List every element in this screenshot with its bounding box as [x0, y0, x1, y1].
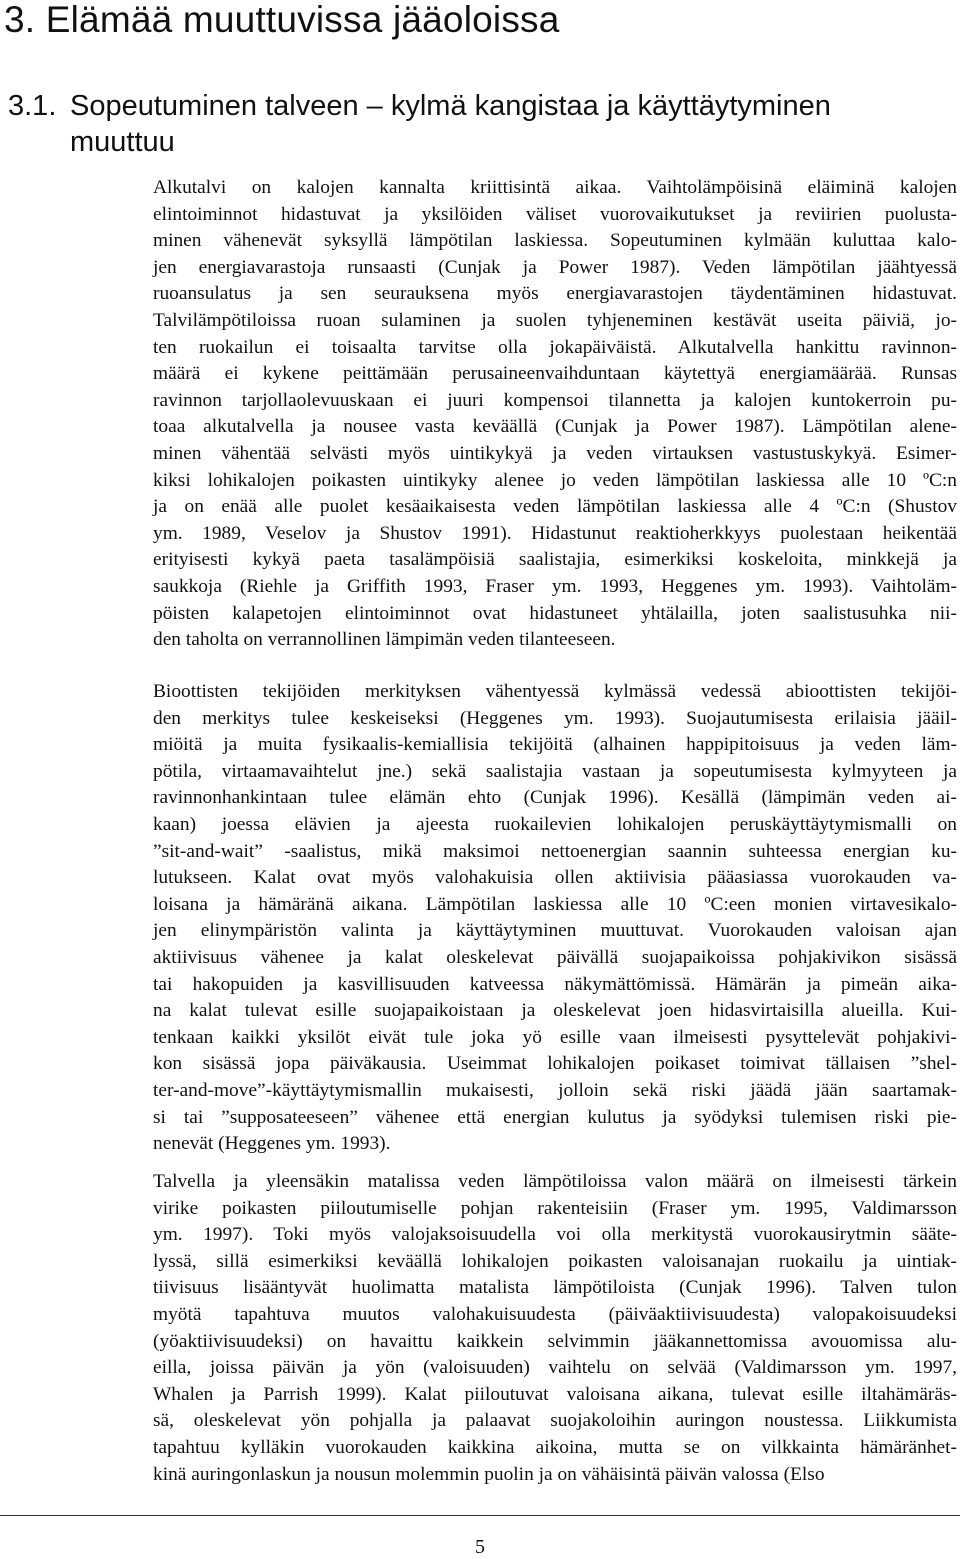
- text-line: virike poikasten piiloutumiselle pohjan rakenteisiin (Fraser ym. 1995, Valdimarsson: [153, 1197, 957, 1219]
- footer-divider: [0, 1515, 960, 1516]
- text-line: kiksi lohikalojen poikasten uintikyky alenee jo veden lämpötilan laskiessa alle 10 ºC:n: [153, 469, 957, 491]
- text-line: minen vähentää selvästi myös uintikykyä ja veden virtauksen vastustuskykyä. Esimer-: [153, 442, 957, 464]
- text-line: den merkitys tulee keskeiseksi (Heggenes ym. 1993). Suojautumisesta erilaisia jääil-: [153, 707, 957, 729]
- text-line: minen vähenevät syksyllä lämpötilan laskiessa. Sopeutuminen kylmään kuluttaa kalo-: [153, 230, 957, 252]
- subsection-heading: [8, 88, 908, 160]
- paragraph-3: [153, 1169, 957, 1488]
- text-line: aktiivisuus vähenee ja kalat oleskelevat päivällä suojapaikoissa pohjakivikon sisässä: [153, 946, 957, 968]
- text-line: loisana ja hämäränä aikana. Lämpötilan laskiessa alle 10 ºC:een monien virtavesikalo-: [153, 893, 957, 915]
- paragraph-3-lines: [153, 1169, 957, 1488]
- text-line: miöitä ja muita fysikaalis-kemiallisia tekijöitä (alhainen happipitoisuus ja veden läm-: [153, 734, 957, 756]
- text-line: määrä ei kykene peittämään perusaineenvaihduntaan käytettyä energiamäärää. Runsas: [153, 363, 957, 385]
- paragraph-1: [153, 175, 957, 654]
- paragraph-2-lines: [153, 679, 957, 1158]
- text-line: myötä tapahtuva muutos valohakuisuudesta (päiväaktiivisuudesta) valopakoisuudeksi: [153, 1303, 957, 1325]
- text-line: tapahtuu kylläkin vuorokauden kaikkina aikoina, mutta se on vilkkainta hämäränhet-: [153, 1436, 957, 1458]
- text-line: Alkutalvi on kalojen kannalta kriittisintä aikaa. Vaihtolämpöisinä eläiminä kalojen: [153, 177, 957, 198]
- text-line: den taholta on verrannollinen lämpimän veden tilanteeseen.: [153, 629, 616, 651]
- text-line: tiivisuus lisääntyvät huolimatta matalista lämpötiloista (Cunjak 1996). Talven tulon: [153, 1277, 957, 1299]
- text-line: pötila, virtaamavaihtelut jne.) sekä saalistajia vastaan ja sopeutumisesta kylmyyteen ja: [153, 760, 957, 782]
- subsection-number: 3.1.: [8, 90, 57, 122]
- text-line: Whalen ja Parrish 1999). Kalat piiloutuvat valoisana aikana, tulevat esille iltahämäräs-: [153, 1383, 957, 1405]
- text-line: (yöaktiivisuudeksi) on havaittu kaikkein selvimmin jääkannettomissa avouomissa alu-: [153, 1330, 957, 1352]
- section-heading: 3. Elämää muuttuvissa jääoloissa: [4, 0, 560, 40]
- text-line: ravinnonhankintaan tulee elämän ehto (Cunjak 1996). Kesällä (lämpimän veden ai-: [153, 787, 957, 809]
- text-line: ym. 1989, Veselov ja Shustov 1991). Hidastunut reaktioherkkyys puolestaan heikentää: [153, 522, 957, 544]
- subsection-title-line2: muuttuu: [70, 126, 175, 158]
- text-line: na kalat tulevat esille suojapaikoistaan ja oleskelevat joen hidasvirtaisilla alueilla. Kui-: [153, 1000, 957, 1022]
- text-line: toaa alkutalvella ja nousee vasta keväällä (Cunjak ja Power 1987). Lämpötilan alene-: [153, 416, 957, 438]
- text-line: tai hakopuiden ja kasvillisuuden katveessa näkymättömissä. Hämärän ja pimeän aika-: [153, 973, 957, 995]
- text-line: eilla, joissa päivän ja yön (valoisuuden) vaihtelu on selvää (Valdimarsson ym. 1997,: [153, 1357, 957, 1379]
- text-line: sä, oleskelevat yön pohjalla ja palaavat suojakoloihin auringon noustessa. Liikkumista: [153, 1410, 957, 1432]
- text-line: Bioottisten tekijöiden merkityksen vähentyessä kylmässä vedessä abioottisten tekijöi-: [153, 681, 957, 702]
- text-line: ter-and-move”-käyttäytymismallin mukaisesti, jolloin sekä riski jäädä jään saartamak-: [153, 1079, 957, 1101]
- text-line: nenevät (Heggenes ym. 1993).: [153, 1133, 391, 1155]
- text-line: ym. 1997). Toki myös valojaksoisuudella voi olla merkitystä vuorokausirytmin sääte-: [153, 1224, 957, 1246]
- text-line: saukkoja (Riehle ja Griffith 1993, Fraser ym. 1993, Heggenes ym. 1993). Vaihtoläm-: [153, 575, 957, 597]
- text-line: tenkaan kaikki yksilöt eivät tule joka yö esille vaan ilmeisesti pysyttelevät pohjakivi-: [153, 1026, 957, 1048]
- page-number: 5: [475, 1536, 485, 1558]
- text-line: lutukseen. Kalat ovat myös valohakuisia ollen aktiivisia pääasiassa vuorokauden va-: [153, 867, 957, 889]
- text-line: si tai ”supposateeseen” vähenee että energian kulutus ja syödyksi tulemisen riski pie-: [153, 1106, 957, 1128]
- text-line: lyssä, sillä esimerkiksi keväällä lohikalojen poikasten valoisanajan ruokailu ja uintiak-: [153, 1250, 957, 1272]
- text-line: jen energiavarastoja runsaasti (Cunjak ja Power 1987). Veden lämpötilan jäähtyessä: [153, 256, 957, 278]
- text-line: jen elinympäristön valinta ja käyttäytyminen muuttuvat. Vuorokauden valoisan ajan: [153, 920, 957, 942]
- text-line: kaan) joessa elävien ja ajeesta ruokailevien lohikalojen peruskäyttäytymismalli on: [153, 813, 957, 835]
- subsection-heading-line1: [8, 88, 908, 124]
- text-line: Talvella ja yleensäkin matalissa veden lämpötiloissa valon määrä on ilmeisesti tärkein: [153, 1171, 957, 1192]
- text-line: elintoiminnot hidastuvat ja yksilöiden väliset vuorovaikutukset ja reviirien puolusta-: [153, 203, 957, 225]
- paragraph-2: [153, 679, 957, 1158]
- text-line: pöisten kalapetojen elintoiminnot ovat hidastuneet yhtälailla, joten saalistusuhka nii-: [153, 602, 957, 624]
- text-line: ”sit-and-wait” -saalistus, mikä maksimoi nettoenergian saannin suhteessa energian ku-: [153, 840, 957, 862]
- text-line: ravinnon tarjollaolevuuskaan ei juuri kompensoi tilannetta ja kalojen kuntokerroin pu-: [153, 389, 957, 411]
- text-line: ten ruokailun ei toisaalta tarvitse olla jokapäiväistä. Alkutalvella hankittu ravinnon-: [153, 336, 957, 358]
- text-line: kinä auringonlaskun ja nousun molemmin puolin ja on vähäisintä päivän valossa (Elso: [153, 1463, 825, 1485]
- subsection-title-line1: Sopeutuminen talveen – kylmä kangistaa ja käyttäytyminen: [70, 90, 831, 122]
- text-line: kon sisässä jopa päiväkausia. Useimmat lohikalojen poikaset toimivat tällaisen ”shel-: [153, 1053, 957, 1075]
- paragraph-1-lines: [153, 175, 957, 654]
- text-line: ruoansulatus ja sen seurauksena myös energiavarastojen täydentäminen hidastuvat.: [153, 283, 957, 305]
- text-line: Talvilämpötiloissa ruoan sulaminen ja suolen tyhjeneminen kestävät useita päiviä, jo-: [153, 309, 957, 331]
- text-line: ja on enää alle puolet kesäaikaisesta veden lämpötilan laskiessa alle 4 ºC:n (Shustov: [153, 496, 957, 518]
- text-line: erityisesti kykyä paeta tasalämpöisiä saalistajia, esimerkiksi koskeloita, minkkejä ja: [153, 549, 957, 571]
